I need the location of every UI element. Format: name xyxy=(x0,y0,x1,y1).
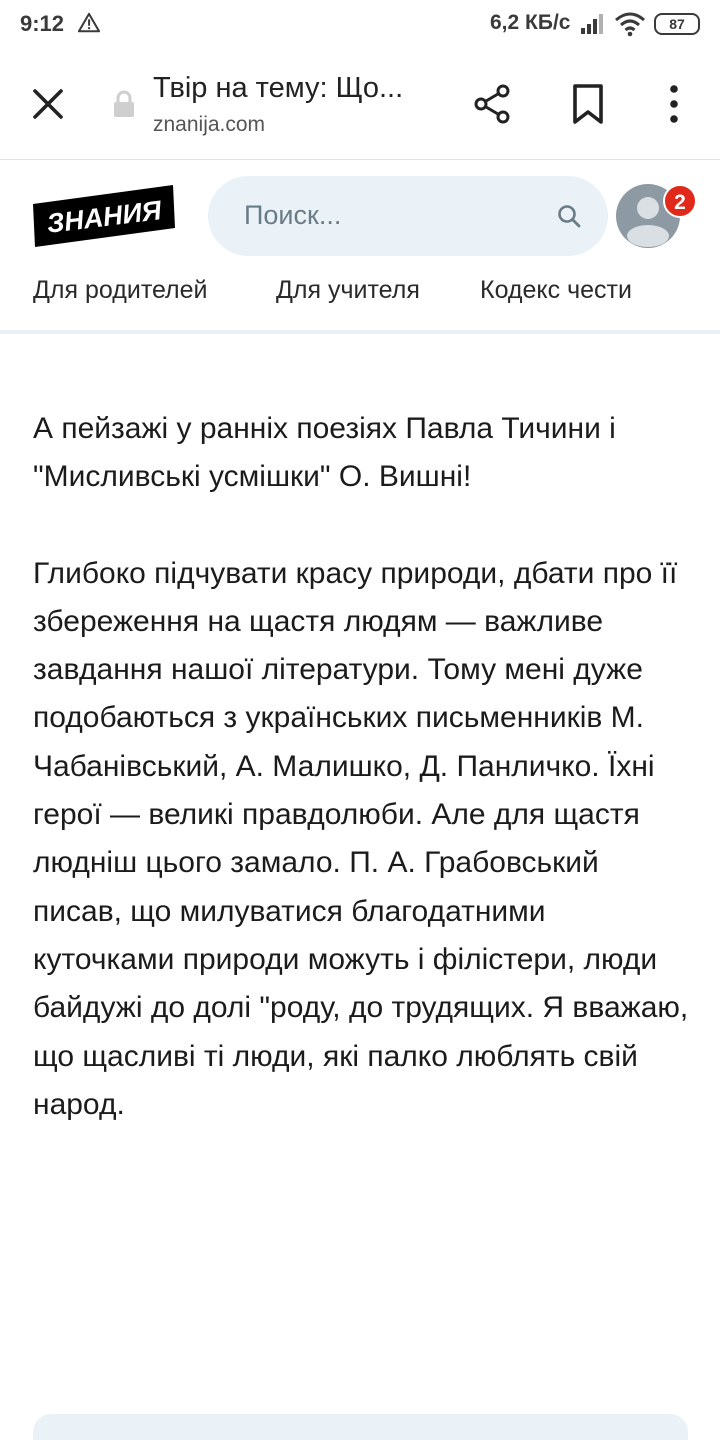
status-bar xyxy=(0,0,720,50)
znanija-logo[interactable] xyxy=(33,185,175,247)
share-icon[interactable] xyxy=(470,82,514,126)
battery-level: 87 xyxy=(669,16,685,32)
battery-icon xyxy=(654,13,700,35)
page-url[interactable]: znanija.com xyxy=(153,113,266,136)
answer-paragraph: Глибоко підчувати красу природи, дбати про її збереження на щастя людям — важливе завдання нашої літератури. Тому мені дуже подобаються з українських письменників М. Чабанівський, А. Малишко, Д. Панличко. Їхні герої — великі правдолюби. Але для щастя людніш цього замало. П. А. Грабовський писав, що милуватися благодатними куточками природи можуть і філістери, люди байдужі до долі "роду, до трудящих. Я вважаю, що щасливі ті люди, які палко люблять свій народ. xyxy=(33,556,689,1121)
notification-badge[interactable]: 2 xyxy=(663,184,697,218)
signal-icon xyxy=(580,13,606,35)
search-input[interactable] xyxy=(208,176,608,256)
logo-text: ЗНАНИЯ xyxy=(45,195,163,239)
search-icon[interactable] xyxy=(556,203,582,229)
page-title: Твір на тему: Що... xyxy=(153,72,404,104)
header-divider xyxy=(0,330,720,334)
wifi-icon xyxy=(614,11,646,37)
status-time: 9:12 xyxy=(20,11,65,36)
bottom-card xyxy=(33,1414,688,1440)
browser-toolbar xyxy=(0,50,720,160)
nav-link-teacher[interactable]: Для учителя xyxy=(276,276,420,304)
search-placeholder: Поиск... xyxy=(244,200,342,230)
warning-icon xyxy=(78,12,100,34)
bookmark-icon[interactable] xyxy=(568,82,608,126)
nav-link-honor-code[interactable]: Кодекс чести xyxy=(480,276,632,304)
lock-icon xyxy=(112,90,136,118)
more-icon[interactable] xyxy=(656,82,692,126)
nav-link-parents[interactable]: Для родителей xyxy=(33,276,208,304)
network-speed: 6,2 КБ/с xyxy=(490,11,571,34)
answer-paragraph: А пейзажі у ранніх поезіях Павла Тичини і "Мисливські усмішки" О. Вишні! xyxy=(33,412,616,494)
answer-content xyxy=(33,405,693,1129)
close-icon[interactable] xyxy=(26,82,70,126)
